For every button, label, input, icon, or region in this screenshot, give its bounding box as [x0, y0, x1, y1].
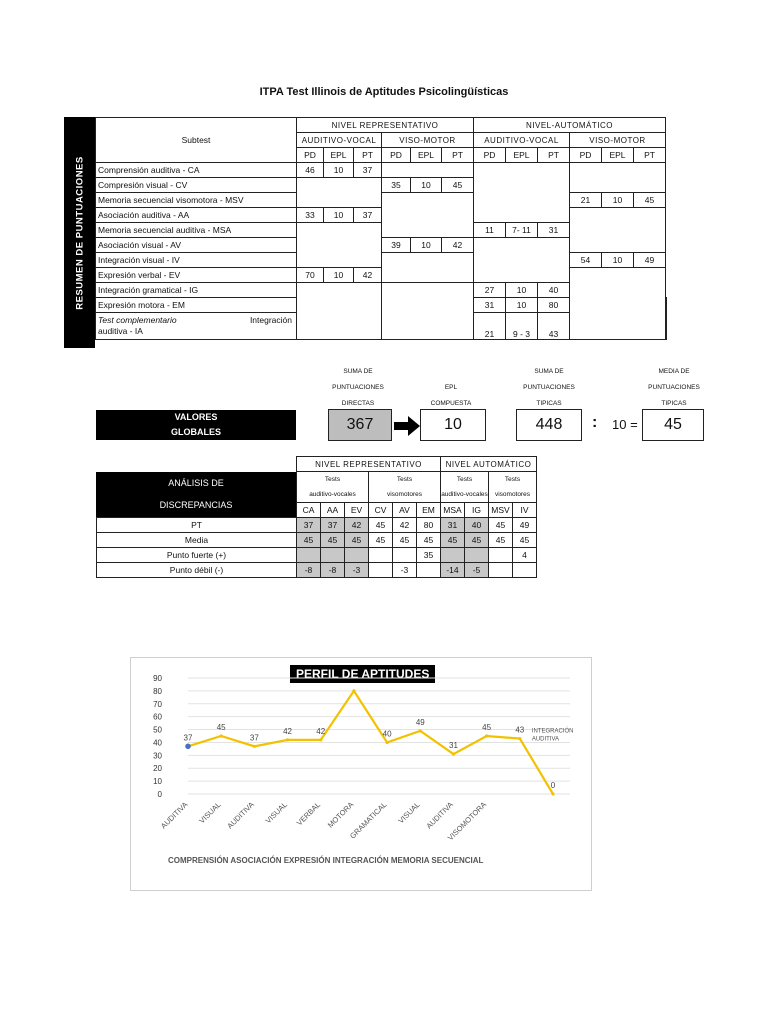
arrow-right-icon	[394, 416, 420, 436]
subtest-name-line2: auditiva - IA	[98, 326, 143, 336]
col-pd: PD	[382, 148, 411, 163]
suma-tipicas-value: 448	[516, 409, 582, 441]
media-cell: 45	[465, 533, 489, 548]
discrepancias-row-labels	[96, 517, 297, 578]
media-cell: 45	[513, 533, 537, 548]
cell-pd: 54	[570, 253, 602, 268]
header-auditivo-vocal-auto: AUDITIVO-VOCAL	[474, 133, 570, 148]
empty-cell	[297, 223, 382, 268]
epl-compuesta-value: 10	[420, 409, 486, 441]
data-label: 45	[482, 723, 492, 732]
x-tick-label: MOTORA	[325, 800, 356, 830]
col-epl: EPL	[506, 148, 538, 163]
analisis-discrepancias-label: ANÁLISIS DE DISCREPANCIAS	[96, 472, 296, 517]
y-tick-label: 70	[153, 699, 162, 709]
debil-cell: -5	[465, 563, 489, 578]
data-point	[319, 738, 322, 741]
cell-pt: 42	[354, 268, 382, 283]
pt-cell: 40	[465, 518, 489, 533]
data-point	[220, 734, 223, 737]
empty-cell	[297, 283, 382, 340]
y-tick-label: 80	[153, 686, 162, 696]
col-pd: PD	[297, 148, 324, 163]
header-viso-motor: VISO-MOTOR	[382, 133, 474, 148]
fuerte-cell	[465, 548, 489, 563]
empty-cell	[474, 238, 570, 283]
data-point	[253, 745, 256, 748]
subtest-name: Asociación visual - AV	[96, 238, 297, 253]
debil-cell	[513, 563, 537, 578]
media-cell: 45	[393, 533, 417, 548]
col-pd: PD	[474, 148, 506, 163]
cell-pd: 21	[570, 193, 602, 208]
debil-cell: -3	[393, 563, 417, 578]
subtest-name: Expresión motora - EM	[96, 298, 297, 313]
col-iv: IV	[513, 503, 537, 518]
data-label: 45	[216, 723, 226, 732]
subtest-name: Expresión verbal - EV	[96, 268, 297, 283]
col-pt: PT	[634, 148, 666, 163]
subtest-complementario-label: Test complementario	[98, 315, 177, 325]
header-nivel-automatico: NIVEL AUTOMÁTICO	[441, 457, 537, 472]
debil-cell	[369, 563, 393, 578]
x-tick-label: AUDITIVA	[424, 800, 455, 831]
document-title: ITPA Test Illinois de Aptitudes Psicolingüísticas	[259, 86, 509, 98]
col-ca: CA	[297, 503, 321, 518]
empty-cell	[474, 163, 570, 223]
cell-pt: 37	[354, 208, 382, 223]
divider-colon: :	[592, 414, 598, 431]
data-label: 43	[515, 725, 525, 735]
chart-annotation: AUDITIVA	[531, 736, 560, 743]
cell-epl: 10	[324, 208, 354, 223]
data-label: 42	[283, 726, 292, 736]
header-viso-motor-auto: VISO-MOTOR	[570, 133, 666, 148]
media-cell: 45	[345, 533, 369, 548]
row-label-debil: Punto débil (-)	[97, 563, 297, 578]
data-label: 0	[550, 781, 556, 790]
cell-pd: 46	[297, 163, 324, 178]
cell-pt: 37	[354, 163, 382, 178]
col-em: EM	[417, 503, 441, 518]
data-label: 49	[415, 717, 425, 727]
debil-cell: -8	[321, 563, 345, 578]
data-label: 40	[382, 729, 392, 739]
header-auditivo-vocal: AUDITIVO-VOCAL	[297, 133, 382, 148]
cell-pt: 40	[538, 283, 570, 298]
cell-pd: 33	[297, 208, 324, 223]
cell-pt: 80	[538, 298, 570, 313]
fuerte-cell	[369, 548, 393, 563]
data-point	[551, 792, 554, 795]
header-nivel-representativo: NIVEL REPRESENTATIVO	[297, 457, 441, 472]
pt-cell: 80	[417, 518, 441, 533]
suma-directas-value: 367	[328, 409, 392, 441]
header-nivel-automatico: NIVEL-AUTOMÁTICO	[474, 118, 666, 133]
chart-xlabel: COMPRENSIÓN ASOCIACIÓN EXPRESIÓN INTEGRACIÓN MEMORIA SECUENCIAL	[168, 856, 484, 865]
col-ev: EV	[345, 503, 369, 518]
media-tipicas-value: 45	[642, 409, 704, 441]
y-tick-label: 90	[153, 674, 162, 683]
cell-epl: 10	[506, 298, 538, 313]
cell-pt: 49	[634, 253, 666, 268]
subtest-name: Compresión visual - CV	[96, 178, 297, 193]
row-label-media: Media	[97, 533, 297, 548]
data-point	[518, 737, 521, 740]
subtest-name-rest: Integración	[249, 315, 292, 325]
group-auditivo-vocales-auto: Tests auditivo-vocales	[441, 472, 489, 503]
cell-pd: 11	[474, 223, 506, 238]
label-media-tipicas: MEDIA DE PUNTUACIONES TIPICAS	[648, 368, 700, 407]
debil-cell: -14	[441, 563, 465, 578]
debil-cell	[489, 563, 513, 578]
col-epl: EPL	[411, 148, 442, 163]
empty-cell	[297, 178, 382, 208]
x-tick-label: VERBAL	[294, 800, 323, 828]
pt-cell: 42	[393, 518, 417, 533]
row-label-fuerte: Punto fuerte (+)	[97, 548, 297, 563]
cell-pt: 45	[442, 178, 474, 193]
discrepancias-table	[296, 456, 537, 578]
group-visomotores-auto: Tests visomotores	[489, 472, 537, 503]
debil-cell	[417, 563, 441, 578]
col-av: AV	[393, 503, 417, 518]
data-point	[419, 729, 422, 732]
cell-pd: 39	[382, 238, 411, 253]
y-tick-label: 60	[153, 712, 162, 722]
cell-pd: 70	[297, 268, 324, 283]
data-point	[352, 689, 355, 692]
col-pt: PT	[538, 148, 570, 163]
x-tick-label: VISUAL	[263, 800, 289, 826]
empty-cell	[570, 163, 666, 193]
summary-table	[95, 117, 667, 340]
pt-cell: 31	[441, 518, 465, 533]
fuerte-cell	[321, 548, 345, 563]
x-tick-label: AUDITIVA	[158, 800, 190, 831]
cell-epl: 10	[506, 283, 538, 298]
cell-epl: 9 - 3	[506, 313, 538, 340]
data-point	[185, 744, 191, 750]
cell-epl: 10	[411, 238, 442, 253]
pt-cell: 49	[513, 518, 537, 533]
x-tick-label: VISUAL	[197, 800, 223, 826]
y-tick-label: 0	[157, 790, 162, 799]
empty-cell	[382, 193, 474, 238]
fuerte-cell	[441, 548, 465, 563]
fuerte-cell	[345, 548, 369, 563]
y-tick-label: 30	[153, 751, 162, 761]
cell-epl: 10	[602, 193, 634, 208]
pt-cell: 45	[489, 518, 513, 533]
fuerte-cell: 4	[513, 548, 537, 563]
col-epl: EPL	[324, 148, 354, 163]
pt-cell: 45	[369, 518, 393, 533]
col-ig: IG	[465, 503, 489, 518]
chart-annotation: INTEGRACIÓN	[531, 728, 574, 735]
cell-pt: 31	[538, 223, 570, 238]
chart-title: PERFIL DE APTITUDES	[290, 665, 435, 683]
fuerte-cell	[297, 548, 321, 563]
y-tick-label: 10	[153, 777, 162, 787]
cell-pt: 42	[442, 238, 474, 253]
cell-epl: 7- 11	[506, 223, 538, 238]
divide-by-label: 10 =	[612, 417, 638, 432]
col-epl: EPL	[602, 148, 634, 163]
fuerte-cell	[489, 548, 513, 563]
x-tick-label: VISOMOTORA	[445, 800, 489, 843]
empty-cell	[570, 268, 666, 340]
x-tick-label: VISUAL	[396, 800, 422, 826]
col-msa: MSA	[441, 503, 465, 518]
media-cell: 45	[321, 533, 345, 548]
group-visomotores: Tests visomotores	[369, 472, 441, 503]
col-cv: CV	[369, 503, 393, 518]
y-tick-label: 20	[153, 764, 162, 774]
cell-pd: 27	[474, 283, 506, 298]
data-point	[452, 752, 455, 755]
subtest-header: Subtest	[96, 118, 297, 163]
empty-cell	[382, 163, 474, 178]
media-cell: 45	[369, 533, 393, 548]
y-tick-label: 40	[153, 738, 162, 748]
cell-pd: 35	[382, 178, 411, 193]
subtest-name: Asociación auditiva - AA	[96, 208, 297, 223]
data-label: 37	[249, 733, 259, 743]
pt-cell: 42	[345, 518, 369, 533]
media-cell: 45	[441, 533, 465, 548]
cell-epl: 10	[324, 163, 354, 178]
pt-cell: 37	[297, 518, 321, 533]
header-nivel-representativo: NIVEL REPRESENTATIVO	[297, 118, 474, 133]
data-point	[485, 734, 488, 737]
fuerte-cell: 35	[417, 548, 441, 563]
x-tick-label: GRAMATICAL	[348, 800, 389, 841]
empty-cell	[666, 298, 667, 340]
debil-cell: -3	[345, 563, 369, 578]
data-point	[385, 741, 388, 744]
x-tick-label: AUDITIVA	[225, 800, 256, 831]
subtest-name: Memoria secuencial auditiva - MSA	[96, 223, 297, 238]
label-suma-tipicas: SUMA DE PUNTUACIONES TIPICAS	[523, 368, 575, 407]
empty-cell	[382, 283, 474, 340]
label-epl-compuesta: EPL COMPUESTA	[430, 384, 472, 407]
data-point	[286, 738, 289, 741]
row-label-pt: PT	[97, 518, 297, 533]
media-cell: 45	[417, 533, 441, 548]
col-pd: PD	[570, 148, 602, 163]
subtest-name-ia	[96, 313, 297, 340]
label-suma-directas: SUMA DE PUNTUACIONES DIRECTAS	[332, 368, 384, 407]
subtest-name: Integración visual - IV	[96, 253, 297, 268]
summary-side-label: RESUMEN DE PUNTUACIONES	[74, 155, 85, 310]
cell-epl: 10	[411, 178, 442, 193]
media-cell: 45	[297, 533, 321, 548]
subtest-name: Memoria secuencial visomotora - MSV	[96, 193, 297, 208]
cell-epl: 10	[324, 268, 354, 283]
col-aa: AA	[321, 503, 345, 518]
debil-cell: -8	[297, 563, 321, 578]
cell-pt: 45	[634, 193, 666, 208]
data-label: 31	[449, 741, 458, 751]
media-cell: 45	[489, 533, 513, 548]
data-label: 42	[316, 726, 326, 736]
pt-cell: 37	[321, 518, 345, 533]
col-msv: MSV	[489, 503, 513, 518]
subtest-name: Comprensión auditiva - CA	[96, 163, 297, 178]
cell-pd: 31	[474, 298, 506, 313]
y-tick-label: 50	[153, 725, 162, 735]
valores-globales-label: VALORES GLOBALES	[96, 410, 296, 440]
cell-epl: 10	[602, 253, 634, 268]
col-pt: PT	[442, 148, 474, 163]
empty-cell	[570, 208, 666, 253]
chart-svg	[130, 657, 590, 889]
subtest-name: Integración gramatical - IG	[96, 283, 297, 298]
empty-cell	[382, 253, 474, 283]
data-label: 37	[183, 733, 193, 743]
summary-side-band	[64, 117, 95, 348]
cell-pd: 21	[474, 313, 506, 340]
group-auditivo-vocales: Tests auditivo-vocales	[297, 472, 369, 503]
col-pt: PT	[354, 148, 382, 163]
cell-pt: 43	[538, 313, 570, 340]
fuerte-cell	[393, 548, 417, 563]
